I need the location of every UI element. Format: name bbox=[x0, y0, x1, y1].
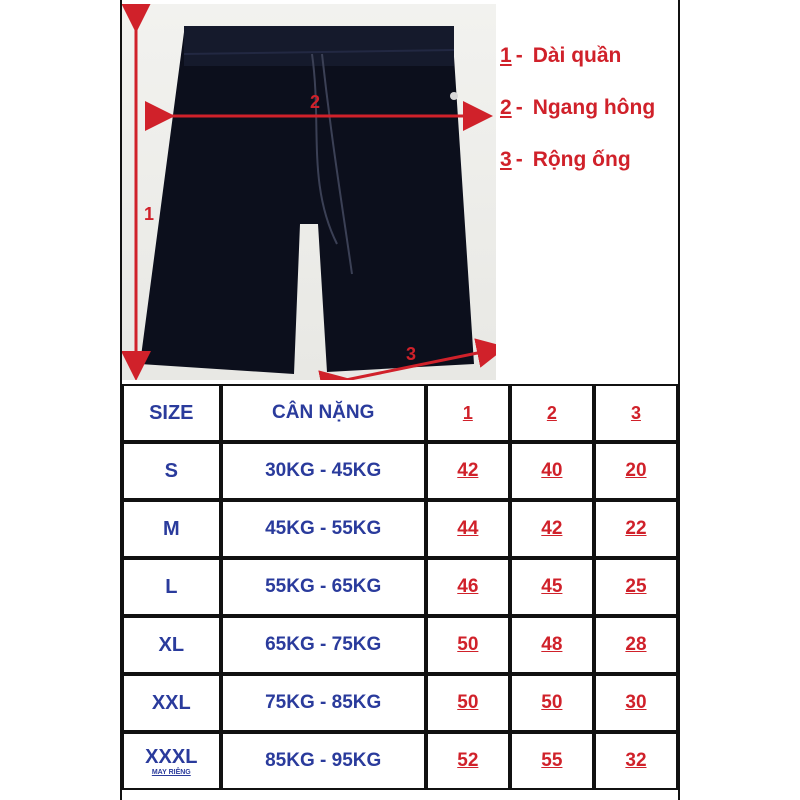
measure-3-cell: 22 bbox=[594, 500, 678, 558]
weight-cell: 55KG - 65KG bbox=[221, 558, 426, 616]
table-row bbox=[122, 442, 678, 500]
shorts-illustration bbox=[122, 4, 496, 380]
measure-2-cell: 42 bbox=[510, 500, 594, 558]
legend-label: Dài quần bbox=[532, 44, 622, 67]
measure-3-cell: 28 bbox=[594, 616, 678, 674]
table-header-row bbox=[122, 384, 678, 442]
table-row bbox=[122, 558, 678, 616]
legend-num: 3 bbox=[500, 148, 512, 171]
measure-1-cell: 42 bbox=[426, 442, 510, 500]
measure-3-cell: 25 bbox=[594, 558, 678, 616]
legend-item-leg bbox=[500, 134, 678, 186]
legend-item-length bbox=[500, 30, 678, 82]
size-cell: L bbox=[122, 558, 221, 616]
measure-2-cell: 40 bbox=[510, 442, 594, 500]
weight-cell: 85KG - 95KG bbox=[221, 732, 426, 790]
legend-label: Rộng ống bbox=[532, 148, 631, 171]
measure-1-cell: 44 bbox=[426, 500, 510, 558]
table-row bbox=[122, 732, 678, 790]
header-measure-2: 2 bbox=[510, 384, 594, 442]
size-note: MAY RIÊNG bbox=[151, 768, 191, 776]
legend-num: 1 bbox=[500, 44, 512, 67]
header-weight: CÂN NẶNG bbox=[221, 384, 426, 442]
legend-num: 2 bbox=[500, 96, 512, 119]
size-cell: XL bbox=[122, 616, 221, 674]
measure-2-cell: 55 bbox=[510, 732, 594, 790]
legend-label: Ngang hông bbox=[532, 96, 656, 119]
weight-cell: 45KG - 55KG bbox=[221, 500, 426, 558]
measure-2-cell: 48 bbox=[510, 616, 594, 674]
size-cell: XXL bbox=[122, 674, 221, 732]
size-cell: M bbox=[122, 500, 221, 558]
header-measure-3: 3 bbox=[594, 384, 678, 442]
table-row bbox=[122, 500, 678, 558]
weight-cell: 30KG - 45KG bbox=[221, 442, 426, 500]
legend-dash: - bbox=[515, 148, 523, 171]
measure-1-cell: 50 bbox=[426, 616, 510, 674]
measure-2-cell: 45 bbox=[510, 558, 594, 616]
waistband bbox=[184, 26, 454, 66]
legend-item-hip bbox=[500, 82, 678, 134]
weight-cell: 75KG - 85KG bbox=[221, 674, 426, 732]
marker-1: 1 bbox=[144, 204, 155, 224]
table-row bbox=[122, 674, 678, 732]
measure-1-cell: 52 bbox=[426, 732, 510, 790]
size-cell bbox=[122, 732, 221, 790]
measure-3-cell: 30 bbox=[594, 674, 678, 732]
side-button bbox=[450, 92, 458, 100]
measure-3-cell: 20 bbox=[594, 442, 678, 500]
measure-3-cell: 32 bbox=[594, 732, 678, 790]
measure-1-cell: 46 bbox=[426, 558, 510, 616]
measure-2-cell: 50 bbox=[510, 674, 594, 732]
table-row bbox=[122, 616, 678, 674]
product-photo bbox=[122, 4, 496, 380]
header-size: SIZE bbox=[122, 384, 221, 442]
measurement-legend bbox=[500, 30, 678, 186]
size-label: XXXL bbox=[145, 745, 198, 768]
legend-dash: - bbox=[515, 44, 523, 67]
legend-dash: - bbox=[515, 96, 523, 119]
header-measure-1: 1 bbox=[426, 384, 510, 442]
marker-3: 3 bbox=[406, 344, 417, 364]
weight-cell: 65KG - 75KG bbox=[221, 616, 426, 674]
size-cell: S bbox=[122, 442, 221, 500]
measure-1-cell: 50 bbox=[426, 674, 510, 732]
marker-2: 2 bbox=[310, 92, 321, 112]
size-table bbox=[122, 384, 678, 790]
shorts-shape bbox=[140, 26, 474, 374]
